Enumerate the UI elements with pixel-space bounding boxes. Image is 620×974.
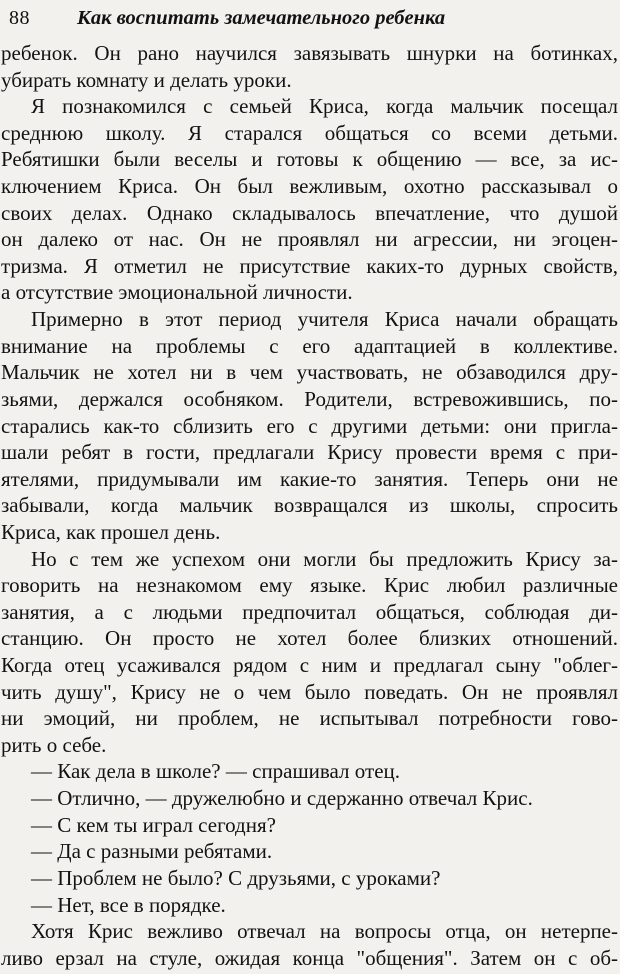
text-line: Хотя Крис вежливо отвечал на вопросы отца, он нетерпе- [31,919,618,944]
page-number: 88 [9,7,30,29]
text-line: шали ребят в гости, предлагали Крису провести время с при- [1,440,618,465]
text-line: а отсутствие эмоциональной личности. [1,280,353,305]
page-header [0,0,620,31]
text-line: чить душу", Крису не о чем было поведать. Он не проявлял [1,679,618,704]
text-line: своих делах. Однако складывалось впечатление, что душой [1,200,618,225]
text-line: ятелями, придумывали им какие-то занятия. Теперь они не [1,466,618,491]
text-line: Но с тем же успехом они могли бы предложить Крису за- [31,546,618,571]
text-line: убирать комнату и делать уроки. [1,67,292,92]
text-line: — Как дела в школе? — спрашивал отец. [31,759,400,784]
text-line: станцию. Он просто не хотел более близких отношений. [1,626,618,651]
text-line: Ребятишки были веселы и готовы к общению — все, за ис- [1,147,618,172]
text-line: ни эмоций, ни проблем, не испытывал потребности гово- [1,706,618,731]
text-line: Мальчик не хотел ни в чем участвовать, не обзаводился дру- [1,360,618,385]
text-line: внимание на проблемы с его адаптацией в коллективе. [1,333,618,358]
text-line: — Проблем не было? С друзьями, с уроками? [31,865,441,890]
text-line: зьями, держался особняком. Родители, встревожившись, по- [1,386,618,411]
text-line: — Да с разными ребятами. [31,839,273,864]
text-line: — Нет, все в порядке. [31,892,226,917]
text-line: ребенок. Он рано научился завязывать шнурки на ботинках, [1,41,618,65]
text-line: Криса, как прошел день. [1,519,221,544]
text-line: Когда отец усаживался рядом с ним и предлагал сыну "облег- [1,653,618,678]
text-line: ливо ерзал на стуле, ожидая конца "общения". Затем он с об- [1,945,618,970]
text-line: старались как-то сблизить его с другими детьми: они пригла- [1,413,618,438]
text-line: — С кем ты играл сегодня? [31,812,276,837]
text-line: Я познакомился с семьей Криса, когда мальчик посещал [31,94,618,119]
text-line: среднюю школу. Я старался общаться со всеми детьми. [1,120,618,145]
text-line: тризма. Я отметил не присутствие каких-то дурных свойств, [1,253,618,278]
text-line: ключением Криса. Он был вежливым, охотно рассказывал о [1,174,618,199]
text-line: забывали, когда мальчик возвращался из школы, спросить [1,493,618,518]
text-line: занятия, а с людьми предпочитал общаться, соблюдая ди- [1,599,618,624]
running-title: Как воспитать замечательного ребенка [77,7,446,29]
text-line: Примерно в этот период учителя Криса начали обращать [31,307,618,332]
text-line: рить о себе. [1,732,107,757]
text-line: — Отлично, — дружелюбно и сдержанно отвечал Крис. [31,786,533,811]
text-line: говорить на незнакомом ему языке. Крис любил различные [1,573,618,598]
text-line: он далеко от нас. Он не проявлял ни агрессии, ни эгоцен- [1,227,618,252]
body-text [0,40,620,971]
